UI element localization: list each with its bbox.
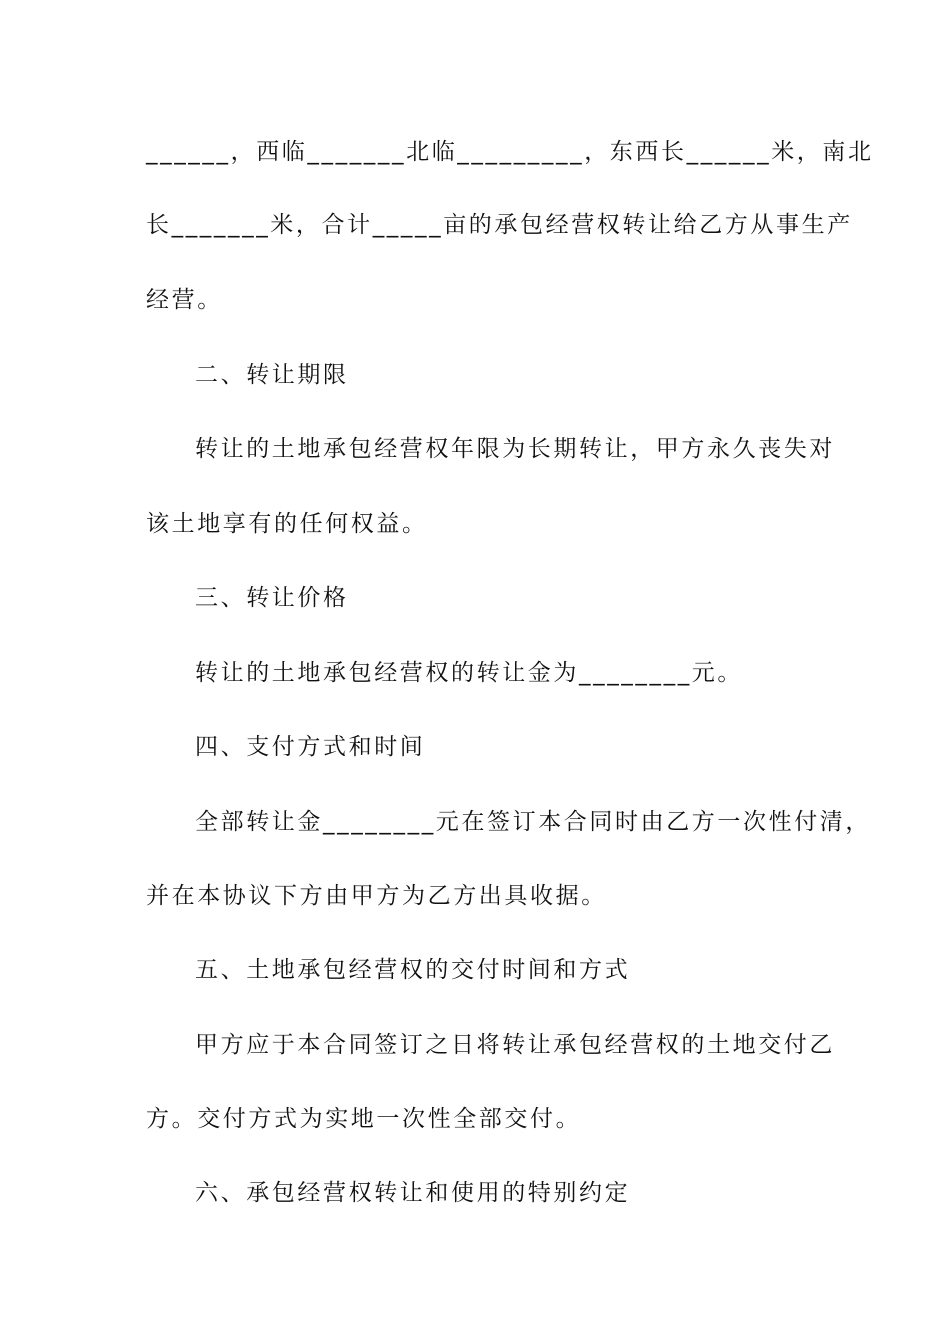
- paragraph-transfer-price: 转让的土地承包经营权的转让金为________元。: [195, 660, 743, 686]
- paragraph-delivery-line-2: 方。交付方式为实地一次性全部交付。: [146, 1106, 582, 1132]
- text-line-1: ______，西临_______北临_________，东西长______米，南北: [146, 139, 874, 165]
- section-heading-special-terms: 六、承包经营权转让和使用的特别约定: [195, 1180, 631, 1206]
- paragraph-transfer-term-line-2: 该土地享有的任何权益。: [146, 511, 428, 537]
- section-heading-transfer-price: 三、转让价格: [195, 585, 349, 611]
- text-line-3: 经营。: [146, 287, 223, 313]
- paragraph-transfer-term-line-1: 转让的土地承包经营权年限为长期转让，甲方永久丧失对: [195, 436, 835, 462]
- text-line-2: 长_______米，合计_____亩的承包经营权转让给乙方从事生产: [146, 212, 853, 238]
- paragraph-payment-line-1: 全部转让金________元在签订本合同时由乙方一次性付清，: [195, 809, 871, 835]
- paragraph-payment-line-2: 并在本协议下方由甲方为乙方出具收据。: [146, 883, 607, 909]
- section-heading-payment: 四、支付方式和时间: [195, 734, 426, 760]
- section-heading-delivery: 五、土地承包经营权的交付时间和方式: [195, 957, 631, 983]
- section-heading-transfer-term: 二、转让期限: [195, 362, 349, 388]
- paragraph-delivery-line-1: 甲方应于本合同签订之日将转让承包经营权的土地交付乙: [195, 1032, 835, 1058]
